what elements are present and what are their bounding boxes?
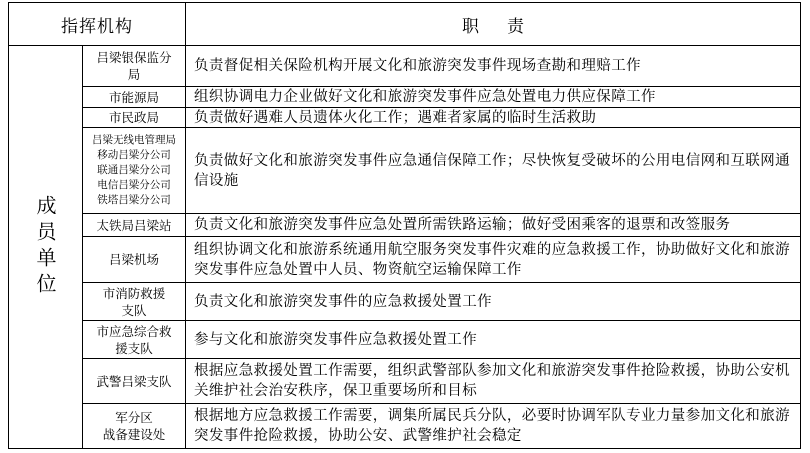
duty-cell: 负责文化和旅游突发事件的应急救援处置工作: [186, 283, 801, 321]
header-duty: [186, 3, 801, 46]
header-command-org: [9, 3, 186, 46]
unit-cell: 市应急综合救 援支队: [83, 321, 186, 359]
unit-cell: 市民政局: [83, 108, 186, 128]
duty-cell: 负责做好文化和旅游突发事件应急通信保障工作；尽快恢复受破坏的公用电信网和互联网通信设施: [186, 128, 801, 214]
duty-cell: 负责做好遇难人员遗体火化工作；遇难者家属的临时生活救助: [186, 108, 801, 128]
header-command-org-text: 指挥机构: [61, 16, 133, 37]
unit-cell: 吕梁银保监分 局: [83, 46, 186, 87]
duty-cell: 组织协调电力企业做好文化和旅游突发事件应急处置电力供应保障工作: [186, 87, 801, 108]
duty-cell: 根据应急救援处置工作需要，组织武警部队参加文化和旅游突发事件抢险救援，协助公安机关维护社会治安秩序，保卫重要场所和目标: [186, 359, 801, 404]
unit-cell: 市消防救援 支队: [83, 283, 186, 321]
duty-cell: 参与文化和旅游突发事件应急救援处置工作: [186, 321, 801, 359]
unit-cell: 市能源局: [83, 87, 186, 108]
duty-cell: 负责文化和旅游突发事件应急处置所需铁路运输；做好受困乘客的退票和改签服务: [186, 214, 801, 237]
header-duty-text: 职责: [462, 16, 552, 37]
member-units-group: [9, 46, 83, 449]
duty-cell: 组织协调文化和旅游系统通用航空服务突发事件灾难的应急救援工作，协助做好文化和旅游突发事件应急处置中人员、物资航空运输保障工作: [186, 237, 801, 283]
responsibility-table: [8, 2, 801, 449]
unit-cell: 太铁局吕梁站: [83, 214, 186, 237]
unit-cell: 吕梁机场: [83, 237, 186, 283]
member-units-label: 成员单位: [33, 195, 57, 299]
duty-cell: 负责督促相关保险机构开展文化和旅游突发事件现场查勘和理赔工作: [186, 46, 801, 87]
unit-cell: 吕梁无线电管理局 移动吕梁分公司 联通吕梁分公司 电信吕梁分公司 铁塔吕梁分公司: [83, 128, 186, 214]
duty-cell: 根据地方应急救援工作需要，调集所属民兵分队，必要时协调军队专业力量参加文化和旅游突发事件抢险救援，协助公安、武警维护社会稳定: [186, 404, 801, 449]
unit-cell: 军分区 战备建设处: [83, 404, 186, 449]
unit-cell: 武警吕梁支队: [83, 359, 186, 404]
